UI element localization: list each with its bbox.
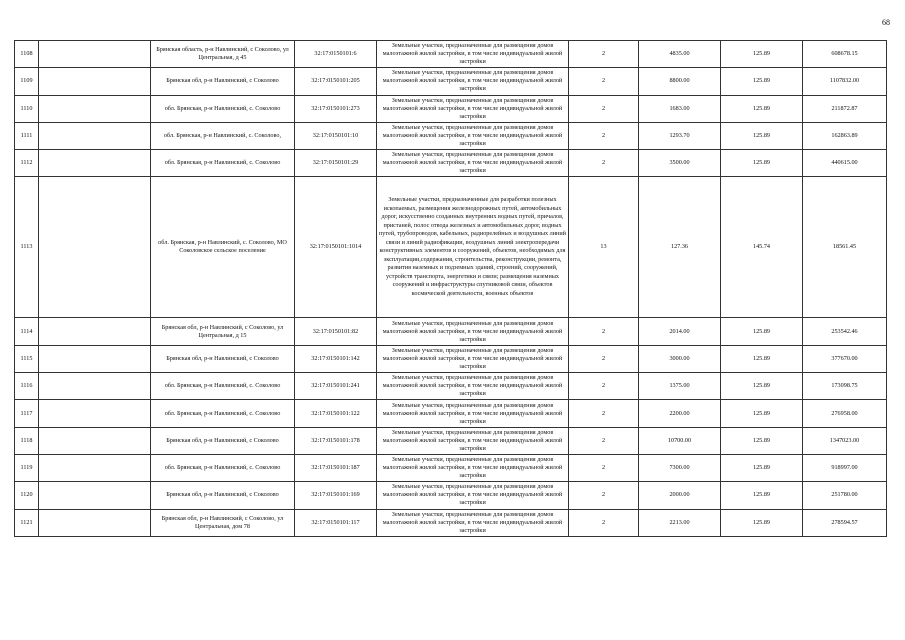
table-row [15,454,887,481]
specific-value-cell: 125.89 [721,454,803,481]
row-number: 1121 [15,509,39,536]
cadastral-value-cell: 251780.00 [803,482,887,509]
land-use-group-cell: 2 [569,482,639,509]
land-use-cell: Земельные участки, предназначенные для размещения домов малоэтажной жилой застройки, в том числе индивидуальной жилой застройки [377,318,569,345]
land-use-cell: Земельные участки, предназначенные для размещения домов малоэтажной жилой застройки, в том числе индивидуальной жилой застройки [377,41,569,68]
land-use-group-cell: 2 [569,400,639,427]
empty-cell [39,318,151,345]
area-cell: 127.36 [639,177,721,318]
table-row [15,400,887,427]
table-row [15,345,887,372]
land-use-cell: Земельные участки, предназначенные для размещения домов малоэтажной жилой застройки, в том числе индивидуальной жилой застройки [377,427,569,454]
land-use-cell: Земельные участки, предназначенные для размещения домов малоэтажной жилой застройки, в том числе индивидуальной жилой застройки [377,509,569,536]
row-number: 1114 [15,318,39,345]
row-number: 1118 [15,427,39,454]
empty-cell [39,427,151,454]
land-use-group-cell: 2 [569,373,639,400]
land-use-cell: Земельные участки, предназначенные для размещения домов малоэтажной жилой застройки, в том числе индивидуальной жилой застройки [377,150,569,177]
empty-cell [39,95,151,122]
cadastral-value-cell: 278594.57 [803,509,887,536]
empty-cell [39,454,151,481]
cadastral-number-cell: 32:17:0150101:29 [295,150,377,177]
cadastral-number-cell: 32:17:0150101:169 [295,482,377,509]
address-cell: обл. Брянская, р-н Навлинский, с. Соколово [151,150,295,177]
empty-cell [39,41,151,68]
area-cell: 2014.00 [639,318,721,345]
cadastral-number-cell: 32:17:0150101:178 [295,427,377,454]
address-cell: Брянская обл, р-н Навлинский, с Соколово, ул Центральная, дом 78 [151,509,295,536]
area-cell: 1683.00 [639,95,721,122]
specific-value-cell: 125.89 [721,41,803,68]
area-cell: 2200.00 [639,400,721,427]
row-number: 1117 [15,400,39,427]
cadastral-value-cell: 276958.00 [803,400,887,427]
specific-value-cell: 125.89 [721,68,803,95]
cadastral-value-cell: 211872.87 [803,95,887,122]
empty-cell [39,373,151,400]
land-use-cell: Земельные участки, предназначенные для размещения домов малоэтажной жилой застройки, в том числе индивидуальной жилой застройки [377,95,569,122]
land-use-group-cell: 13 [569,177,639,318]
cadastral-value-cell: 162863.89 [803,122,887,149]
address-cell: Брянская обл, р-н Навлинский, с Соколово, ул Центральная, д 15 [151,318,295,345]
cadastral-number-cell: 32:17:0150101:117 [295,509,377,536]
address-cell: обл. Брянская, р-н Навлинский, с. Соколово [151,454,295,481]
address-cell: обл. Брянская, р-н Навлинский, с. Соколово [151,95,295,122]
land-use-group-cell: 2 [569,427,639,454]
address-cell: обл. Брянская, р-н Навлинский, с. Соколово [151,400,295,427]
area-cell: 10700.00 [639,427,721,454]
empty-cell [39,122,151,149]
address-cell: Брянская обл, р-н Навлинский, с Соколово [151,68,295,95]
row-number: 1112 [15,150,39,177]
specific-value-cell: 125.89 [721,150,803,177]
address-cell: обл. Брянская, р-н Навлинский, с. Соколово [151,373,295,400]
land-use-cell: Земельные участки, предназначенные для размещения домов малоэтажной жилой застройки, в том числе индивидуальной жилой застройки [377,345,569,372]
specific-value-cell: 125.89 [721,400,803,427]
land-use-group-cell: 2 [569,509,639,536]
land-use-group-cell: 2 [569,41,639,68]
land-use-group-cell: 2 [569,122,639,149]
cadastral-number-cell: 32:17:0150101:273 [295,95,377,122]
cadastral-number-cell: 32:17:0150101:82 [295,318,377,345]
table-row [15,427,887,454]
area-cell: 3000.00 [639,345,721,372]
empty-cell [39,68,151,95]
specific-value-cell: 125.89 [721,482,803,509]
specific-value-cell: 125.89 [721,427,803,454]
cadastral-number-cell: 32:17:0150101:10 [295,122,377,149]
table-row [15,373,887,400]
empty-cell [39,150,151,177]
empty-cell [39,509,151,536]
land-use-cell: Земельные участки, предназначенные для размещения домов малоэтажной жилой застройки, в том числе индивидуальной жилой застройки [377,373,569,400]
area-cell: 1293.70 [639,122,721,149]
cadastral-number-cell: 32:17:0150101:187 [295,454,377,481]
cadastral-value-cell: 377670.00 [803,345,887,372]
land-use-cell: Земельные участки, предназначенные для размещения домов малоэтажной жилой застройки, в том числе индивидуальной жилой застройки [377,122,569,149]
specific-value-cell: 145.74 [721,177,803,318]
table-row [15,95,887,122]
table-body [15,41,887,537]
specific-value-cell: 125.89 [721,509,803,536]
cadastral-value-cell: 173098.75 [803,373,887,400]
table-row [15,482,887,509]
area-cell: 2000.00 [639,482,721,509]
cadastral-value-cell: 608678.15 [803,41,887,68]
cadastral-value-cell: 1347023.00 [803,427,887,454]
row-number: 1113 [15,177,39,318]
table-row [15,177,887,318]
table-row [15,150,887,177]
cadastral-value-table [14,40,887,537]
page-number: 68 [882,18,890,27]
row-number: 1119 [15,454,39,481]
area-cell: 4835.00 [639,41,721,68]
empty-cell [39,400,151,427]
land-use-cell: Земельные участки, предназначенные для размещения домов малоэтажной жилой застройки, в том числе индивидуальной жилой застройки [377,400,569,427]
row-number: 1110 [15,95,39,122]
cadastral-number-cell: 32:17:0150101:205 [295,68,377,95]
table-row [15,68,887,95]
specific-value-cell: 125.89 [721,318,803,345]
row-number: 1120 [15,482,39,509]
cadastral-number-cell: 32:17:0150101:1014 [295,177,377,318]
empty-cell [39,345,151,372]
row-number: 1111 [15,122,39,149]
address-cell: Брянская обл, р-н Навлинский, с Соколово [151,345,295,372]
land-use-group-cell: 2 [569,318,639,345]
specific-value-cell: 125.89 [721,345,803,372]
cadastral-number-cell: 32:17:0150101:241 [295,373,377,400]
table-row [15,318,887,345]
cadastral-number-cell: 32:17:0150101:122 [295,400,377,427]
land-use-group-cell: 2 [569,345,639,372]
cadastral-value-cell: 1107832.00 [803,68,887,95]
land-use-cell: Земельные участки, предназначенные для размещения домов малоэтажной жилой застройки, в том числе индивидуальной жилой застройки [377,454,569,481]
area-cell: 1375.00 [639,373,721,400]
table-row [15,509,887,536]
area-cell: 3500.00 [639,150,721,177]
land-use-cell: Земельные участки, предназначенные для размещения домов малоэтажной жилой застройки, в том числе индивидуальной жилой застройки [377,68,569,95]
cadastral-value-cell: 918997.00 [803,454,887,481]
area-cell: 2213.00 [639,509,721,536]
address-cell: обл. Брянская, р-н Навлинский, с. Соколово, МО Соколовское сельское поселение [151,177,295,318]
specific-value-cell: 125.89 [721,95,803,122]
row-number: 1109 [15,68,39,95]
cadastral-value-cell: 253542.46 [803,318,887,345]
row-number: 1115 [15,345,39,372]
cadastral-number-cell: 32:17:0150101:6 [295,41,377,68]
specific-value-cell: 125.89 [721,373,803,400]
empty-cell [39,482,151,509]
land-use-cell: Земельные участки, предназначенные для разработки полезных ископаемых, размещения железнодорожных путей, автомобильных дорог, искусственно созданных внутренних водных путей, причалов, пристаней, полос отвода железных и автомобильных дорог, водных путей, трубопроводов, кабельных, радиорелейных и воздушных линий связи и линий радиофикации, воздушных линий электропередачи конструктивных элементов и сооружений, объектов, необходимых для эксплуатации,содержания, строительства, реконструкции, ремонта, развития наземных и подземных зданий, строений, сооружений, устройств транспорта, энергетики и связи; размещения наземных сооружений и инфраструктуры спутниковой связи, объектов космической деятельности, военных объектов [377,177,569,318]
area-cell: 8800.00 [639,68,721,95]
address-cell: Брянская обл, р-н Навлинский, с Соколово [151,427,295,454]
land-use-group-cell: 2 [569,150,639,177]
address-cell: Брянская область, р-н Навлинский, с Соколово, ул Центральная, д 45 [151,41,295,68]
table-row [15,41,887,68]
specific-value-cell: 125.89 [721,122,803,149]
empty-cell [39,177,151,318]
address-cell: Брянская обл, р-н Навлинский, с Соколово [151,482,295,509]
cadastral-value-cell: 440615.00 [803,150,887,177]
cadastral-value-cell: 18561.45 [803,177,887,318]
address-cell: обл. Брянская, р-н Навлинский, с. Соколово, [151,122,295,149]
land-use-group-cell: 2 [569,68,639,95]
area-cell: 7300.00 [639,454,721,481]
row-number: 1108 [15,41,39,68]
cadastral-number-cell: 32:17:0150101:142 [295,345,377,372]
land-use-group-cell: 2 [569,95,639,122]
land-use-group-cell: 2 [569,454,639,481]
land-use-cell: Земельные участки, предназначенные для размещения домов малоэтажной жилой застройки, в том числе индивидуальной жилой застройки [377,482,569,509]
row-number: 1116 [15,373,39,400]
table-row [15,122,887,149]
